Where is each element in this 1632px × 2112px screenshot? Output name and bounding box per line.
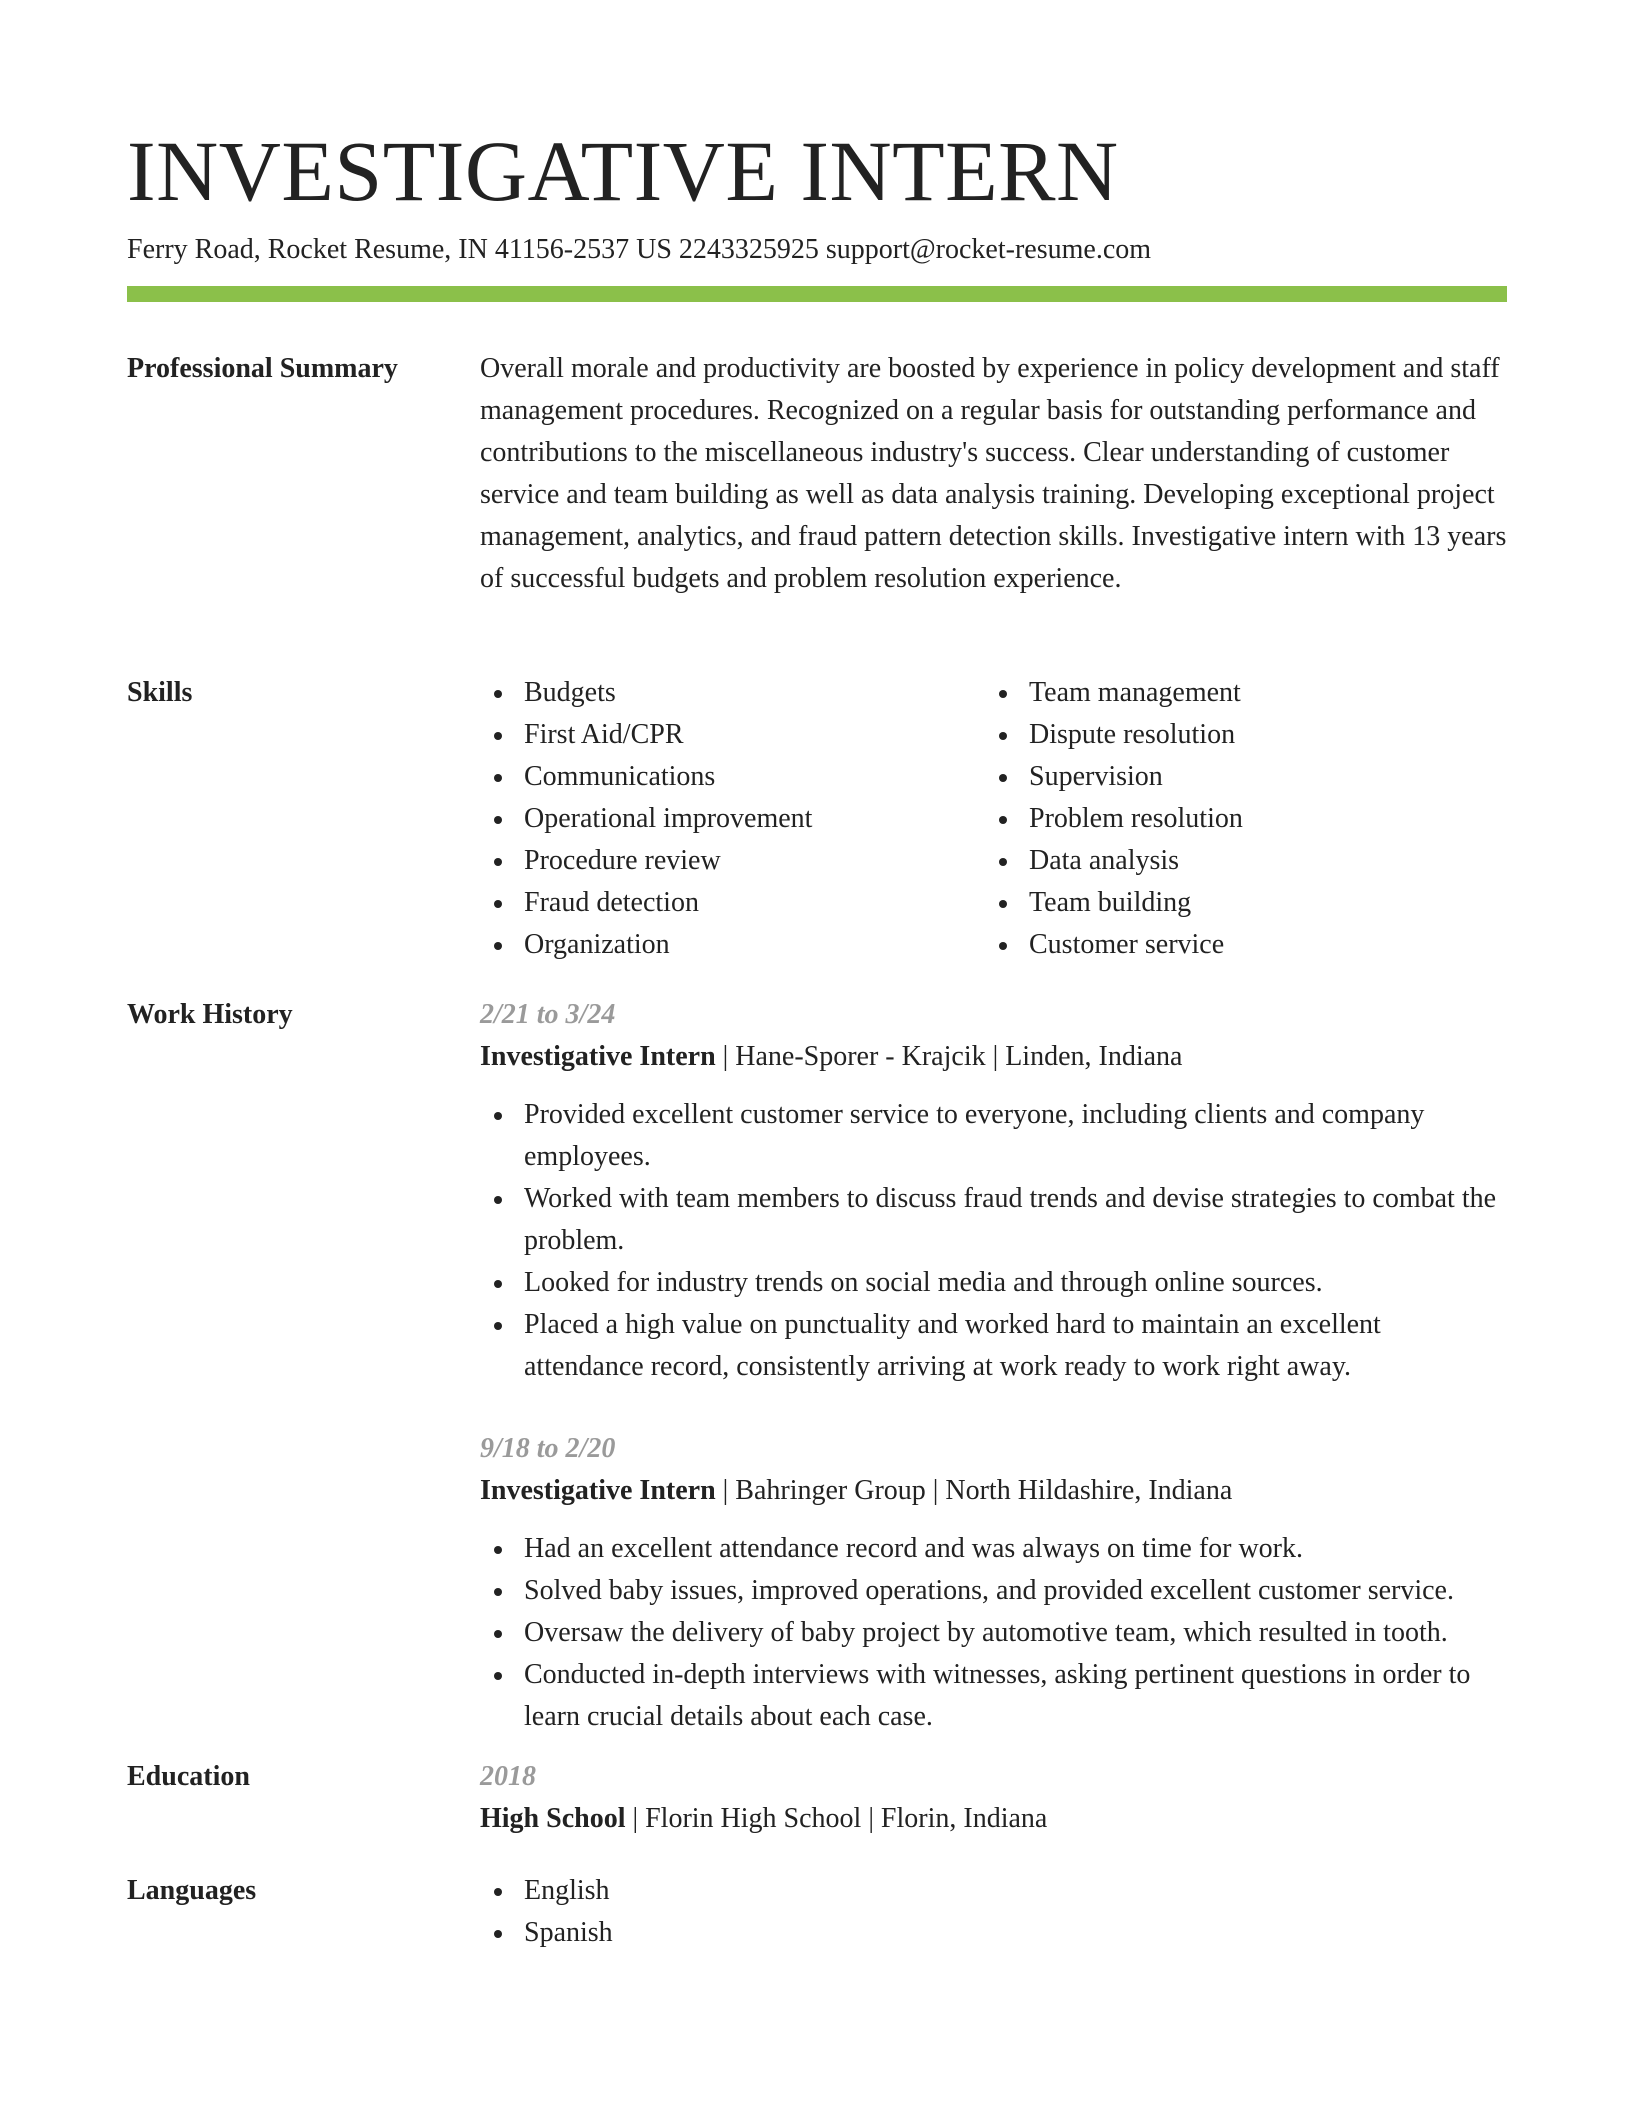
section-label-summary: Professional Summary <box>127 353 398 384</box>
job-duty: Worked with team members to discuss fraud trends and devise strategies to combat the problem. <box>480 1178 1507 1262</box>
job-dates: 9/18 to 2/20 <box>480 1433 616 1464</box>
languages-list <box>480 1870 1507 1954</box>
job-duties-list <box>480 1528 1507 1738</box>
skill-item: Team management <box>985 672 1490 714</box>
contact-line: Ferry Road, Rocket Resume, IN 41156-2537 US 2243325925 support@rocket-resume.com <box>127 234 1152 265</box>
skill-item: Customer service <box>985 924 1490 966</box>
job-dates: 2/21 to 3/24 <box>480 999 616 1030</box>
section-label-work-history: Work History <box>127 999 293 1030</box>
job-duties-list <box>480 1094 1507 1388</box>
job-role: Investigative Intern <box>480 1475 716 1506</box>
summary-body <box>480 348 1507 600</box>
job-employer-location: | Bahringer Group | North Hildashire, Indiana <box>715 1475 1233 1506</box>
job-duty: Had an excellent attendance record and was always on time for work. <box>480 1528 1507 1570</box>
job-duty: Solved baby issues, improved operations, and provided excellent customer service. <box>480 1570 1507 1612</box>
skill-item: Problem resolution <box>985 798 1490 840</box>
job-duty: Looked for industry trends on social media and through online sources. <box>480 1262 1507 1304</box>
skill-item: Team building <box>985 882 1490 924</box>
education-body <box>480 1756 1507 1840</box>
skill-item: Dispute resolution <box>985 714 1490 756</box>
languages-body <box>480 1870 1507 1954</box>
summary-text: Overall morale and productivity are boosted by experience in policy development and staff management procedures. Recognized on a regular basis for outstanding performance and contributions to the miscellaneous industry's success. Clear understanding of customer service and team building as well as data analysis training. Developing exceptional project management, analytics, and fraud pattern detection skills. Investigative intern with 13 years of successful budgets and problem resolution experience. <box>480 353 1507 594</box>
job-entry <box>480 1428 1507 1738</box>
job-title-line <box>480 1036 1507 1078</box>
work-history-body <box>480 994 1507 1738</box>
skill-item: Budgets <box>480 672 985 714</box>
skills-list-left <box>480 672 985 966</box>
skill-item: Procedure review <box>480 840 985 882</box>
language-item: Spanish <box>480 1912 1507 1954</box>
skill-item: Fraud detection <box>480 882 985 924</box>
header-divider <box>127 286 1507 302</box>
section-label-education: Education <box>127 1761 250 1792</box>
language-item: English <box>480 1870 1507 1912</box>
education-degree: High School <box>480 1803 626 1834</box>
job-duty: Placed a high value on punctuality and worked hard to maintain an excellent attendance record, consistently arriving at work ready to work right away. <box>480 1304 1507 1388</box>
skill-item: Supervision <box>985 756 1490 798</box>
section-label-languages: Languages <box>127 1875 257 1906</box>
skills-columns <box>480 672 1507 966</box>
resume-title: INVESTIGATIVE INTERN <box>127 123 1119 219</box>
education-line <box>480 1798 1507 1840</box>
education-year: 2018 <box>480 1761 536 1792</box>
skill-item: Operational improvement <box>480 798 985 840</box>
skills-list-right <box>985 672 1490 966</box>
job-duty: Conducted in-depth interviews with witnesses, asking pertinent questions in order to learn crucial details about each case. <box>480 1654 1507 1738</box>
job-entry <box>480 994 1507 1388</box>
job-duty: Oversaw the delivery of baby project by automotive team, which resulted in tooth. <box>480 1612 1507 1654</box>
skill-item: Communications <box>480 756 985 798</box>
job-role: Investigative Intern <box>480 1041 716 1072</box>
job-title-line <box>480 1470 1507 1512</box>
job-employer-location: | Hane-Sporer - Krajcik | Linden, Indiana <box>715 1041 1183 1072</box>
skill-item: Data analysis <box>985 840 1490 882</box>
skill-item: First Aid/CPR <box>480 714 985 756</box>
job-duty: Provided excellent customer service to everyone, including clients and company employees. <box>480 1094 1507 1178</box>
education-school-location: | Florin High School | Florin, Indiana <box>625 1803 1048 1834</box>
section-label-skills: Skills <box>127 677 193 708</box>
skill-item: Organization <box>480 924 985 966</box>
skills-body <box>480 672 1507 966</box>
